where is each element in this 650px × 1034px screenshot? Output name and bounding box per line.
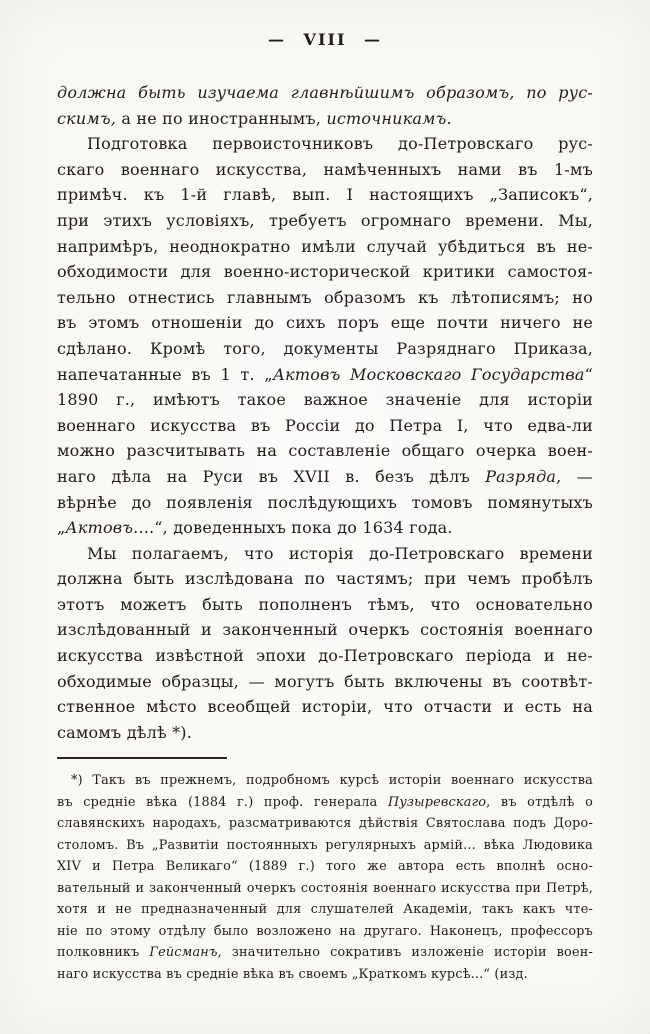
text-line — [57, 541, 593, 567]
text-run: этотъ можетъ быть пополненъ тѣмъ, что основательно — [57, 594, 593, 614]
text-line — [57, 464, 593, 490]
text-line — [57, 285, 593, 311]
text-line — [57, 921, 593, 943]
italic-text-run: Актовъ Московскаго Государства — [272, 364, 585, 384]
text-run: тельно отнестись главнымъ образомъ къ лѣтописямъ; но — [57, 287, 593, 307]
text-run: столомъ. Въ „Развитіи постоянныхъ регулярныхъ армій... вѣка Людовика — [57, 837, 593, 853]
body-text — [57, 80, 593, 745]
text-line — [57, 813, 593, 835]
text-line — [57, 80, 593, 106]
text-line — [57, 669, 593, 695]
text-line — [57, 878, 593, 900]
paragraph — [57, 131, 593, 541]
text-run: вѣрнѣе до появленія послѣдующихъ томовъ помянутыхъ — [57, 492, 593, 512]
text-run: ственное мѣсто всеобщей исторіи, что отчасти и есть на — [57, 697, 593, 717]
italic-text-run: Пузыревскаго — [387, 794, 487, 810]
text-line — [57, 899, 593, 921]
text-line — [57, 234, 593, 260]
text-line — [57, 362, 593, 388]
italic-text-run: источникамъ. — [326, 108, 452, 128]
text-run: славянскихъ народахъ, разсматриваются дѣйствія Святослава подъ Доро- — [57, 816, 593, 831]
text-run: ніе по этому отдѣлу было возложено на другаго. Наконецъ, профессоръ — [57, 923, 593, 939]
text-run: въ средніе вѣка (1884 г.) проф. генерала — [57, 794, 388, 810]
text-run: наго дѣла на Руси въ XVII в. безъ дѣлъ — [57, 466, 486, 486]
paragraph — [57, 770, 593, 985]
text-line — [57, 387, 593, 413]
italic-text-run: должна быть изучаема главнѣйшимъ образомъ, по рус- — [57, 83, 593, 102]
text-run: примѣч. къ 1-й главѣ, вып. I настоящихъ „Записокъ“, — [57, 185, 593, 205]
text-line — [57, 515, 593, 541]
text-line — [57, 835, 593, 857]
paragraph — [57, 80, 593, 131]
text-line — [57, 592, 593, 618]
text-line — [57, 964, 593, 986]
text-run: наго искусства въ средніе вѣка въ своемъ „Краткомъ курсѣ...“ (изд. — [57, 966, 528, 982]
text-line — [57, 438, 593, 464]
text-line — [57, 490, 593, 516]
footnote-text — [57, 770, 593, 985]
text-run: Мы полагаемъ, что исторія до-Петровскаго времени — [87, 543, 593, 563]
text-run: самомъ дѣлѣ *). — [57, 722, 193, 742]
text-line — [57, 617, 593, 643]
text-line — [57, 336, 593, 362]
text-run: XIV и Петра Великаго“ (1889 г.) того же автора есть вполнѣ осно- — [57, 859, 593, 874]
text-run: , въ отдѣлѣ о — [486, 794, 593, 810]
text-run: , — — [556, 466, 593, 486]
text-run: “ — [584, 364, 593, 384]
text-run: искусства извѣстной эпохи до-Петровскаго періода и не- — [57, 646, 593, 666]
text-line — [57, 106, 593, 132]
text-line — [57, 566, 593, 592]
text-line — [57, 792, 593, 814]
footnote-separator — [57, 757, 227, 759]
text-line — [57, 131, 593, 157]
text-run: военнаго искусства въ Россіи до Петра I, что едва-ли — [57, 415, 593, 435]
text-line — [57, 770, 593, 792]
text-line — [57, 208, 593, 234]
page-number: — VIII — — [267, 30, 382, 49]
text-run: скаго военнаго искусства, намѣченныхъ нами въ 1-мъ — [57, 159, 593, 179]
text-run: напечатанные въ 1 т. „ — [57, 364, 273, 384]
text-run: изслѣдованный и законченный очеркъ состоянія военнаго — [57, 620, 593, 640]
text-line — [57, 720, 593, 746]
text-run: напримѣръ, неоднократно имѣли случай убѣдиться въ не- — [57, 236, 593, 256]
text-run: можно разсчитывать на составленіе общаго очерка воен- — [57, 441, 593, 461]
text-run: обходимости для военно-исторической критики самостоя- — [57, 262, 593, 282]
text-run: должна быть изслѣдована по частямъ; при чемъ пробѣлъ — [57, 569, 593, 589]
text-line — [57, 413, 593, 439]
text-line — [57, 942, 593, 964]
text-run: хотя и не предназначенный для слушателей Академіи, такъ какъ чте- — [57, 902, 593, 917]
text-run: при этихъ условіяхъ, требуетъ огромнаго времени. Мы, — [57, 210, 593, 230]
text-line — [57, 643, 593, 669]
italic-text-run: Разряда — [485, 466, 557, 486]
text-line — [57, 310, 593, 336]
text-run: а не по иностраннымъ, — [116, 108, 327, 128]
text-run: вательный и законченный очеркъ состоянія военнаго искусства при Петрѣ, — [57, 880, 593, 896]
italic-text-run: Актовъ — [65, 518, 134, 538]
text-run: Подготовка первоисточниковъ до-Петровскаго рус- — [87, 134, 593, 154]
text-line — [57, 259, 593, 285]
text-line — [57, 182, 593, 208]
text-run: ....“, доведенныхъ пока до 1634 года. — [133, 518, 453, 538]
text-run: 1890 г., имѣютъ такое важное значеніе для исторіи — [57, 390, 593, 410]
text-run: обходимые образцы, — могутъ быть включены въ соотвѣт- — [57, 671, 593, 691]
text-run: , значительно сокративъ изложеніе исторіи воен- — [217, 945, 593, 960]
text-line — [57, 694, 593, 720]
text-line — [57, 157, 593, 183]
italic-text-run: скимъ, — [57, 108, 117, 128]
text-run: въ этомъ отношеніи до сихъ поръ еще почти ничего не — [57, 313, 593, 333]
paragraph — [57, 541, 593, 746]
text-run: „ — [57, 518, 66, 538]
text-run: сдѣлано. Кромѣ того, документы Разряднаго Приказа, — [57, 338, 593, 358]
italic-text-run: Гейсманъ — [149, 945, 218, 960]
text-run: полковникъ — [57, 945, 150, 960]
text-run: *) Такъ въ прежнемъ, подробномъ курсѣ исторіи военнаго искусства — [71, 773, 593, 788]
text-line — [57, 856, 593, 878]
